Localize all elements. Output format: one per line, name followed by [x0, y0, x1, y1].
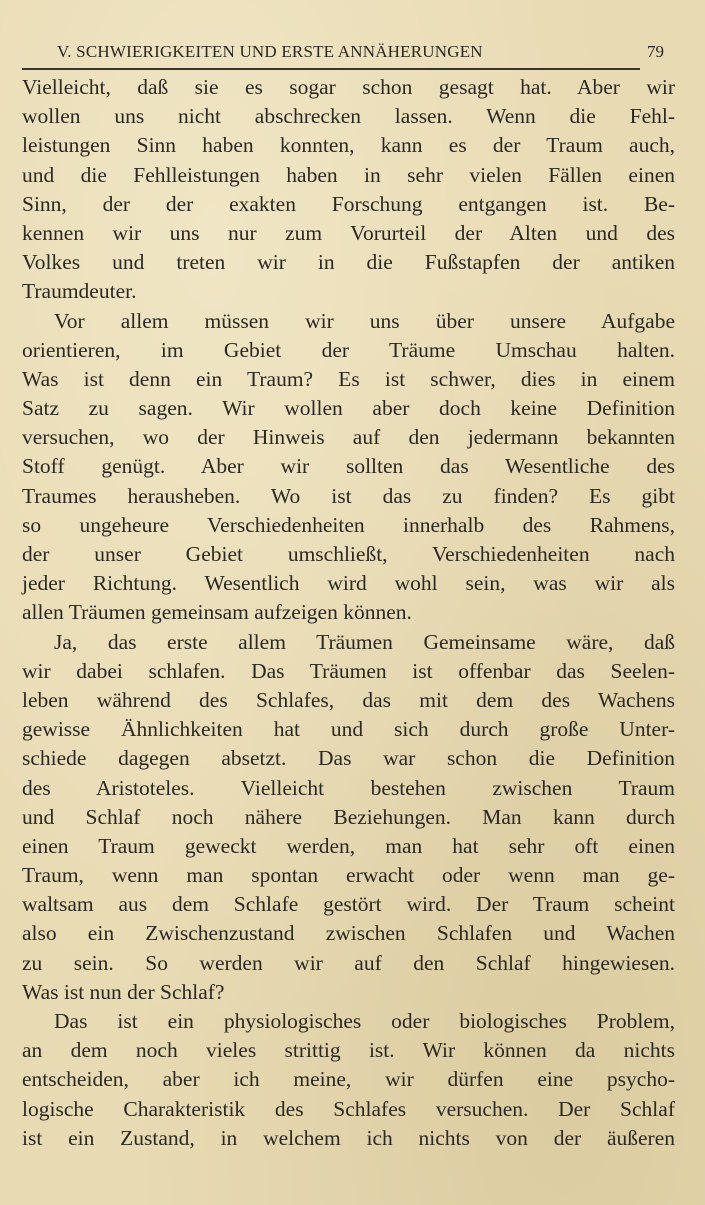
- text-line: Traumes herausheben. Wo ist das zu finden? Es gibt: [22, 483, 675, 508]
- text-line: Traumdeuter.: [22, 279, 137, 304]
- text-line: leistungen Sinn haben konnten, kann es der Traum auch,: [22, 133, 675, 158]
- text-line: wir dabei schlafen. Das Träumen ist offenbar das Seelen-: [22, 658, 675, 683]
- text-line: und Schlaf noch nähere Beziehungen. Man kann durch: [22, 804, 675, 829]
- text-line: wollen uns nicht abschrecken lassen. Wenn die Fehl-: [22, 104, 675, 129]
- running-head: [24, 40, 664, 68]
- text-line: allen Träumen gemeinsam aufzeigen können.: [22, 600, 412, 625]
- text-line: also ein Zwischenzustand zwischen Schlafen und Wachen: [22, 921, 675, 946]
- text-line: einen Traum geweckt werden, man hat sehr oft einen: [22, 833, 675, 858]
- text-line: schiede dagegen absetzt. Das war schon die Definition: [22, 746, 675, 771]
- text-line: Was ist denn ein Traum? Es ist schwer, dies in einem: [22, 366, 675, 391]
- text-line: Vielleicht, daß sie es sogar schon gesagt hat. Aber wir: [22, 75, 675, 99]
- text-line: Ja, das erste allem Träumen Gemeinsame wäre, daß: [54, 629, 675, 654]
- text-line: orientieren, im Gebiet der Träume Umschau halten.: [22, 337, 675, 362]
- body-text: [22, 73, 675, 1153]
- text-line: logische Charakteristik des Schlafes versuchen. Der Schlaf: [22, 1096, 675, 1121]
- chapter-title: V. SCHWIERIGKEITEN UND ERSTE ANNÄHERUNGEN: [57, 42, 483, 61]
- text-line: versuchen, wo der Hinweis auf den jedermann bekannten: [22, 425, 675, 450]
- text-line: leben während des Schlafes, das mit dem des Wachens: [22, 687, 675, 712]
- page-number: 79: [647, 42, 664, 61]
- text-line: des Aristoteles. Vielleicht bestehen zwischen Traum: [22, 775, 675, 800]
- text-line: kennen wir uns nur zum Vorurteil der Alten und des: [22, 220, 675, 245]
- text-line: jeder Richtung. Wesentlich wird wohl sein, was wir als: [22, 571, 675, 596]
- text-line: zu sein. So werden wir auf den Schlaf hingewiesen.: [22, 950, 675, 975]
- text-line: an dem noch vieles strittig ist. Wir können da nichts: [22, 1038, 675, 1063]
- text-line: Was ist nun der Schlaf?: [22, 979, 225, 1004]
- text-line: der unser Gebiet umschließt, Verschiedenheiten nach: [22, 542, 675, 566]
- text-line: Satz zu sagen. Wir wollen aber doch keine Definition: [22, 396, 675, 421]
- text-line: gewisse Ähnlichkeiten hat und sich durch große Unter-: [22, 717, 675, 742]
- text-line: Traum, wenn man spontan erwacht oder wenn man ge-: [22, 863, 675, 888]
- text-line: Sinn, der der exakten Forschung entgangen ist. Be-: [22, 191, 675, 216]
- header-rule: [22, 68, 640, 70]
- text-line: Volkes und treten wir in die Fußstapfen der antiken: [22, 250, 675, 275]
- text-line: Stoff genügt. Aber wir sollten das Wesentliche des: [22, 454, 675, 479]
- text-line: so ungeheure Verschiedenheiten innerhalb des Rahmens,: [22, 512, 675, 537]
- text-line: Das ist ein physiologisches oder biologisches Problem,: [54, 1009, 675, 1033]
- text-line: ist ein Zustand, in welchem ich nichts von der äußeren: [22, 1125, 675, 1150]
- text-line: Vor allem müssen wir uns über unsere Aufgabe: [54, 308, 675, 333]
- text-line: waltsam aus dem Schlafe gestört wird. Der Traum scheint: [22, 892, 675, 917]
- text-line: und die Fehlleistungen haben in sehr vielen Fällen einen: [22, 162, 675, 187]
- text-line: entscheiden, aber ich meine, wir dürfen eine psycho-: [22, 1067, 675, 1092]
